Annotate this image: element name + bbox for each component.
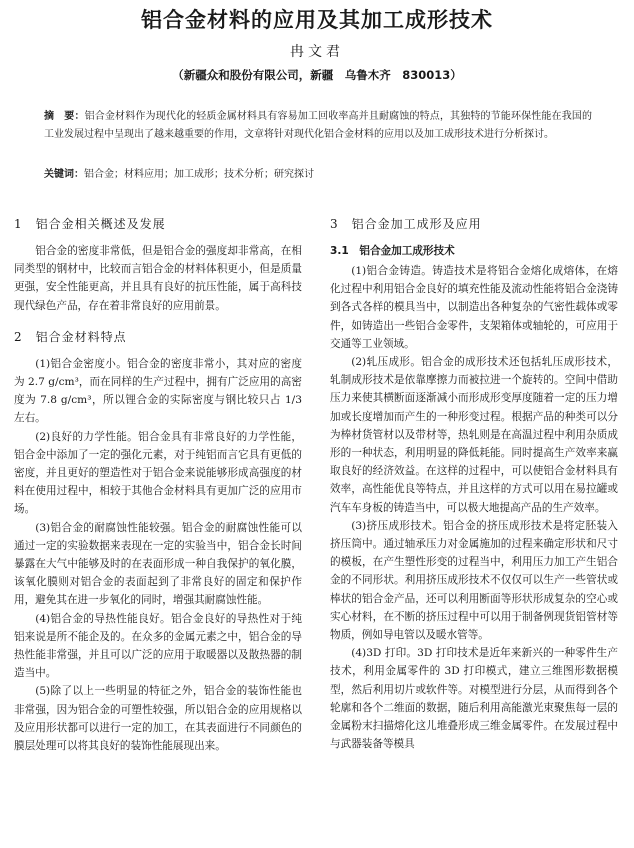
paragraph-extrusion: (3)挤压成形技术。铝合金的挤压成形技术是将定胚装入挤压筒中。通过轴承压力对金属施加的过程来确定形状和尺寸的模板，在产生塑性形变的过程当中，利用压力加工产生铝合金的不同形状。利用挤压成形技术不仅仅可以生产一些管状或棒状的铝合金产品，还可以利用断面等形状形成复杂的空心或实心材料，在不断的挤压过程中可以用于制备例现货铝管材等物质，例如导电管以及暖水管等。 — [330, 519, 618, 642]
paragraph-density: (1)铝合金密度小。铝合金的密度非常小，其对应的密度为 2.7 g/cm³，而在同样的生产过程中，拥有广泛应用的高密度为 7.8 g/cm³，所以锂合金的实际密度与钢比较只占 1/3 左右。 — [14, 357, 302, 425]
paragraph-rolling: (2)轧压成形。铝合金的成形技术还包括轧压成形技术，轧制成形技术是依靠摩擦力而被拉进一个旋转的。空间中借助压力来使其横断面逐渐减小而形成形变厚度随着一定的压力增加或长度增加而产生的一种形变过程。根据产品的种类可以分为棒材货管材以及带材等，热轧则是在高温过程中利用杂质成形的一种状态，利用明显的降低耗能。同时提高生产效率来赢取良好的经济效益。在这样的过程中，可以使铝合金材料具有效率，高性能优良等特点，并且这样的方式可以用在易拉罐或汽车车身板的铸造当中，可以极大地提高产品的生产效率。 — [330, 356, 618, 514]
author-affiliation: （新疆众和股份有限公司，新疆 乌鲁木齐 830013） — [172, 68, 462, 82]
section-heading-3: 3 铝合金加工成形及应用 — [330, 217, 482, 231]
paragraph-decoration: (5)除了以上一些明显的特征之外，铝合金的装饰性能也非常强，因为铝合金的可塑性较强，所以铝合金的应用规格以及应用形状都可以进行一定的加工，在其表面进行不同颜色的膜层处理可以将其良好的装饰性能展现出来。 — [14, 685, 302, 753]
paragraph-corrosion: (3)铝合金的耐腐蚀性能较强。铝合金的耐腐蚀性能可以通过一定的实验数据来表现在一定的实验当中，铝合金长时间暴露在大气中能够及时的在表面形成一种自我保护的氧化膜，该氧化膜则对铝合金的表面起到了非常良好的固定和保护作用，避免其在进一步氧化的同时，增强其耐腐蚀性能。 — [14, 521, 302, 607]
keywords-label: 关键词： — [44, 169, 84, 180]
right-column — [330, 208, 618, 753]
left-column — [14, 208, 302, 755]
abstract-block — [44, 108, 592, 144]
abstract-text: 铝合金材料作为现代化的轻质金属材料具有容易加工回收率高并且耐腐蚀的特点，其独特的节能环保性能在我国的工业发展过程中呈现出了越来越重要的作用，文章将针对现代化铝合金材料的应用以及加工成形技术进行分析探讨。 — [44, 111, 593, 140]
author-name: 冉文君 — [290, 44, 344, 60]
paragraph-casting: (1)铝合金铸造。铸造技术是将铝合金熔化成熔体，在熔化过程中利用铝合金良好的填充性能及流动性能将铝合金浇铸到各式各样的模具当中，以制造出各种复杂的气密性载体或零件，如铸造出一些铝合金零件，支架箱体或轴轮的，可应用于交通等工业领域。 — [330, 265, 618, 350]
paragraph-3d-printing: (4)3D 打印。3D 打印技术是近年来新兴的一种零件生产技术，利用金属零件的 3D 打印模式，建立三维图形数据模型，然后利用切片或软件等。对模型进行分层，从而得到各个轮廓和各个二维面的数据，随后利用高能激光束聚焦每一层的金属粉末扫描熔化这儿堆叠形成三维金属零件。在发展过程中与武器装备等模具 — [330, 647, 618, 751]
keywords-block — [44, 166, 592, 184]
abstract-label: 摘 要： — [44, 111, 85, 122]
section-heading-1: 1 铝合金相关概述及发展 — [14, 217, 166, 231]
section-heading-2: 2 铝合金材料特点 — [14, 329, 127, 344]
paragraph-overview: 铝合金的密度非常低，但是铝合金的强度却非常高，在相同类型的钢材中，比较而言铝合金的材料体积更小，但是质量更强，安全性能更高，并且具有良好的抗压性能，属于高科技现代绿色产品，存在着非常良好的应用前景。 — [14, 245, 302, 312]
paper-title: 铝合金材料的应用及其加工成形技术 — [141, 8, 493, 32]
paragraph-mechanical: (2)良好的力学性能。铝合金具有非常良好的力学性能，铝合金中添加了一定的强化元素，对于纯铝而言它具有更低的密度，并且更好的塑造性对于铝合金来说能够形成高强度的材料在使用过程中，相较于其他合金材料具有更加广泛的应用市场。 — [14, 430, 302, 516]
keywords-text: 铝合金；材料应用；加工成形；技术分析；研究探讨 — [84, 169, 314, 180]
subsection-heading-3-1: 3.1 铝合金加工成形技术 — [330, 245, 455, 257]
paragraph-thermal: (4)铝合金的导热性能良好。铝合金良好的导热性对于纯铝来说是所不能企及的。在众多的金属元素之中，铝合金的导热性能非常强，并且可以广泛的应用于取暖器以及散热器的制造当中。 — [14, 612, 302, 680]
